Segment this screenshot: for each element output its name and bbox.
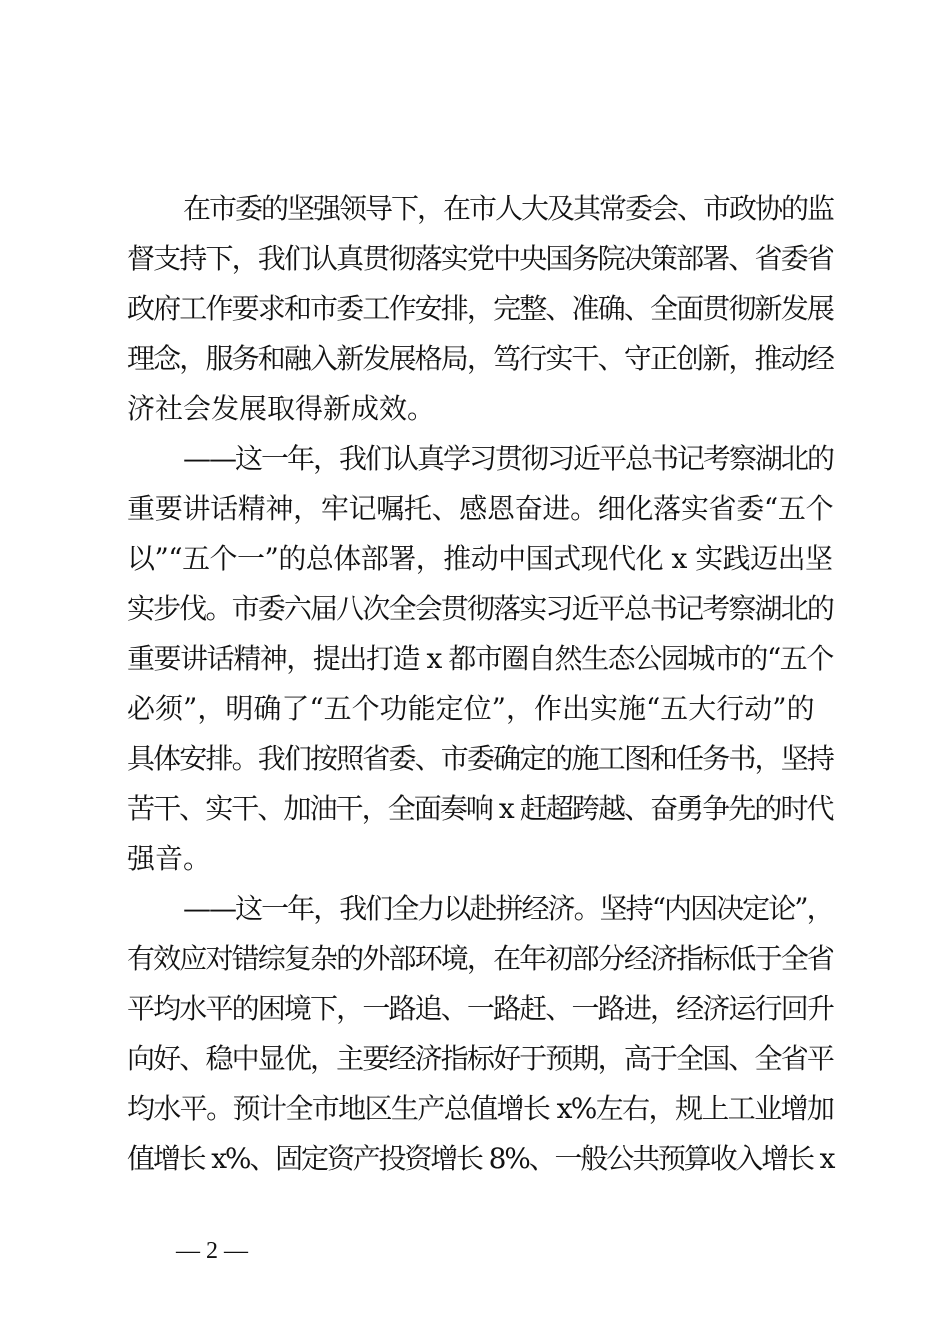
text-line: 苦干、实干、加油干，全面奏响 x 赶超跨越、奋勇争先的时代 bbox=[127, 792, 833, 825]
text-line: 政府工作要求和市委工作安排，完整、准确、全面贯彻新发展 bbox=[127, 292, 834, 325]
page-number: — 2 — bbox=[176, 1238, 248, 1264]
text-line: 理念，服务和融入新发展格局，笃行实干、守正创新，推动经 bbox=[127, 342, 834, 375]
text-line: 重要讲话精神，牢记嘱托、感恩奋进。细化落实省委“五个 bbox=[127, 492, 834, 525]
text-line: 具体安排。我们按照省委、市委确定的施工图和任务书，坚持 bbox=[127, 742, 834, 775]
text-line: 值增长 x%、固定资产投资增长 8%、一般公共预算收入增长 x bbox=[127, 1142, 834, 1175]
text-line: 必须”，明确了“五个功能定位”，作出实施“五大行动”的 bbox=[127, 692, 815, 725]
text-line: 均水平。预计全市地区生产总值增长 x%左右，规上工业增加 bbox=[127, 1092, 834, 1125]
text-line: 以”“五个一”的总体部署，推动中国式现代化 x 实践迈出坚 bbox=[127, 542, 833, 575]
text-line: 督支持下，我们认真贯彻落实党中央国务院决策部署、省委省 bbox=[127, 242, 834, 275]
text-line: 平均水平的困境下，一路追、一路赶、一路进，经济运行回升 bbox=[127, 992, 834, 1025]
text-line: 在市委的坚强领导下，在市人大及其常委会、市政协的监 bbox=[183, 192, 834, 225]
text-line: ——这一年，我们认真学习贯彻习近平总书记考察湖北的 bbox=[183, 442, 834, 475]
text-line: 济社会发展取得新成效。 bbox=[127, 392, 436, 425]
paragraph-2 bbox=[127, 434, 833, 884]
paragraph-1 bbox=[127, 184, 833, 434]
text-line: 重要讲话精神，提出打造 x 都市圈自然生态公园城市的“五个 bbox=[127, 642, 833, 675]
document-body bbox=[127, 184, 833, 1184]
text-line: ——这一年，我们全力以赴拼经济。坚持“内因决定论”， bbox=[183, 892, 833, 925]
text-line: 向好、稳中显优，主要经济指标好于预期，高于全国、全省平 bbox=[127, 1042, 834, 1075]
text-line: 有效应对错综复杂的外部环境，在年初部分经济指标低于全省 bbox=[127, 942, 834, 975]
text-line: 强音。 bbox=[127, 842, 212, 875]
text-line: 实步伐。市委六届八次全会贯彻落实习近平总书记考察湖北的 bbox=[127, 592, 834, 625]
paragraph-3 bbox=[127, 884, 833, 1184]
